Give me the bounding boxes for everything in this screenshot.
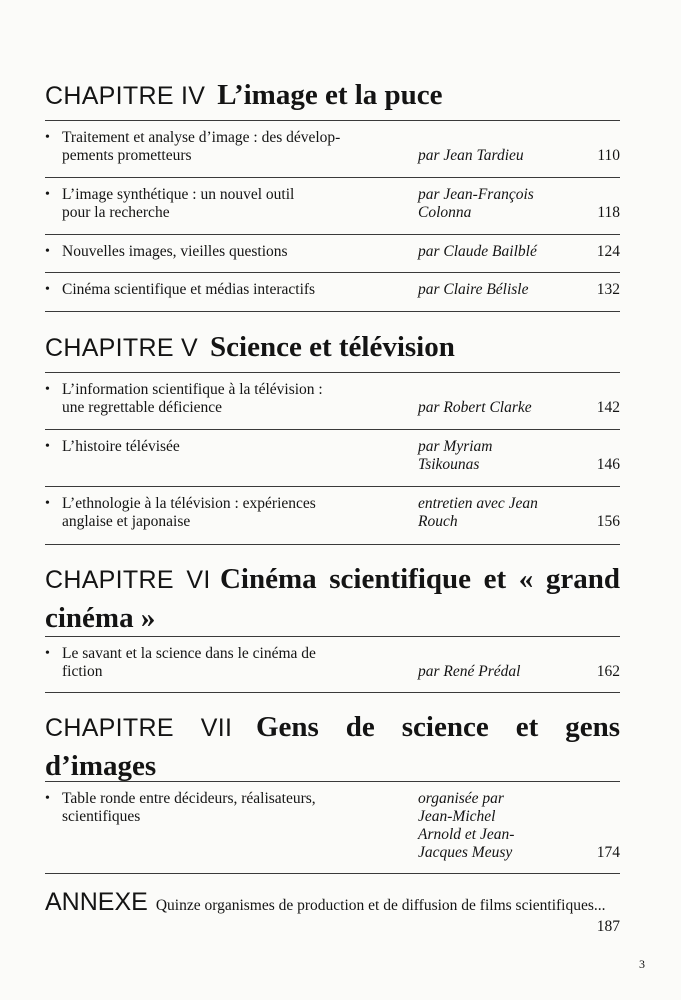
entry-page-number: 124 — [596, 243, 620, 260]
toc-entry — [45, 790, 620, 862]
chapter-label: CHAPITRE V — [45, 334, 199, 362]
toc-entry — [45, 438, 620, 474]
toc-entry — [45, 495, 620, 531]
bullet-icon: • — [45, 130, 50, 145]
divider — [45, 692, 620, 693]
chapter-title: Gens de science et gens d’images — [45, 711, 620, 782]
bullet-icon: • — [45, 439, 50, 454]
toc-entry — [45, 281, 620, 299]
toc-entry — [45, 645, 620, 681]
chapter-heading — [45, 710, 620, 788]
bullet-icon: • — [45, 282, 50, 297]
bullet-icon: • — [45, 187, 50, 202]
divider — [45, 873, 620, 874]
toc-entry — [45, 381, 620, 417]
entry-page-number: 174 — [596, 844, 620, 861]
annexe-label: ANNEXE — [45, 888, 148, 916]
entry-title: L’information scientifique à la télévision : une regrettable déficience — [62, 381, 323, 416]
entry-title: Traitement et analyse d’image : des dévelop- pements prometteurs — [62, 129, 341, 164]
entry-title: Cinéma scientifique et médias interactifs — [62, 281, 316, 298]
annexe-section — [45, 888, 620, 935]
entry-author: par Claude Bailblé — [418, 243, 537, 260]
entry-author: par Jean Tardieu — [418, 147, 524, 164]
entry-title: L’image synthétique : un nouvel outil pour la recherche — [62, 186, 295, 221]
entry-page-number: 110 — [597, 147, 620, 164]
entry-author: par René Prédal — [418, 663, 521, 680]
entry-author: par Myriam Tsikounas — [418, 438, 493, 473]
divider — [45, 429, 620, 430]
chapter-label: CHAPITRE VII — [45, 714, 233, 742]
entry-author: par Robert Clarke — [418, 399, 532, 416]
annexe-text: Quinze organismes de production et de diffusion de films scientifiques... — [155, 897, 606, 914]
divider — [45, 544, 620, 545]
entry-title: L’histoire télévisée — [62, 438, 180, 455]
bullet-icon: • — [45, 382, 50, 397]
entry-page-number: 132 — [596, 281, 620, 298]
toc-entry — [45, 186, 620, 222]
divider — [45, 636, 620, 637]
divider — [45, 177, 620, 178]
chapter-title: L’image et la puce — [217, 79, 443, 111]
entry-page-number: 156 — [596, 513, 620, 530]
page-number: 3 — [639, 957, 645, 971]
entry-title: Nouvelles images, vieilles questions — [62, 243, 288, 260]
divider — [45, 272, 620, 273]
entry-author: organisée par Jean-Michel Arnold et Jean- Jacques Meusy — [418, 790, 515, 861]
entry-author: par Claire Bélisle — [418, 281, 529, 298]
toc-entry — [45, 243, 620, 261]
table-of-contents — [45, 0, 620, 1000]
divider — [45, 372, 620, 373]
entry-author: entretien avec Jean Rouch — [418, 495, 538, 530]
chapter-heading — [45, 562, 620, 640]
chapter-heading — [45, 78, 620, 117]
entry-page-number: 118 — [597, 204, 620, 221]
entry-title: Le savant et la science dans le cinéma de fiction — [62, 645, 316, 680]
entry-page-number: 146 — [596, 456, 620, 473]
entry-page-number: 142 — [596, 399, 620, 416]
entry-author: par Jean-François Colonna — [418, 186, 534, 221]
toc-entry — [45, 129, 620, 165]
chapter-title: Cinéma scientifique et « grand cinéma » — [45, 563, 620, 634]
divider — [45, 781, 620, 782]
bullet-icon: • — [45, 791, 50, 806]
entry-title: L’ethnologie à la télévision : expériences anglaise et japonaise — [62, 495, 316, 530]
bullet-icon: • — [45, 244, 50, 259]
bullet-icon: • — [45, 646, 50, 661]
divider — [45, 120, 620, 121]
chapter-label: CHAPITRE VI — [45, 566, 211, 594]
divider — [45, 486, 620, 487]
divider — [45, 234, 620, 235]
chapter-heading — [45, 330, 620, 369]
entry-page-number: 162 — [596, 663, 620, 680]
chapter-label: CHAPITRE IV — [45, 82, 206, 110]
entry-title: Table ronde entre décideurs, réalisateurs, scientifiques — [62, 790, 316, 825]
entry-page-number: 187 — [596, 918, 620, 935]
bullet-icon: • — [45, 496, 50, 511]
divider — [45, 311, 620, 312]
chapter-title: Science et télévision — [210, 331, 455, 363]
